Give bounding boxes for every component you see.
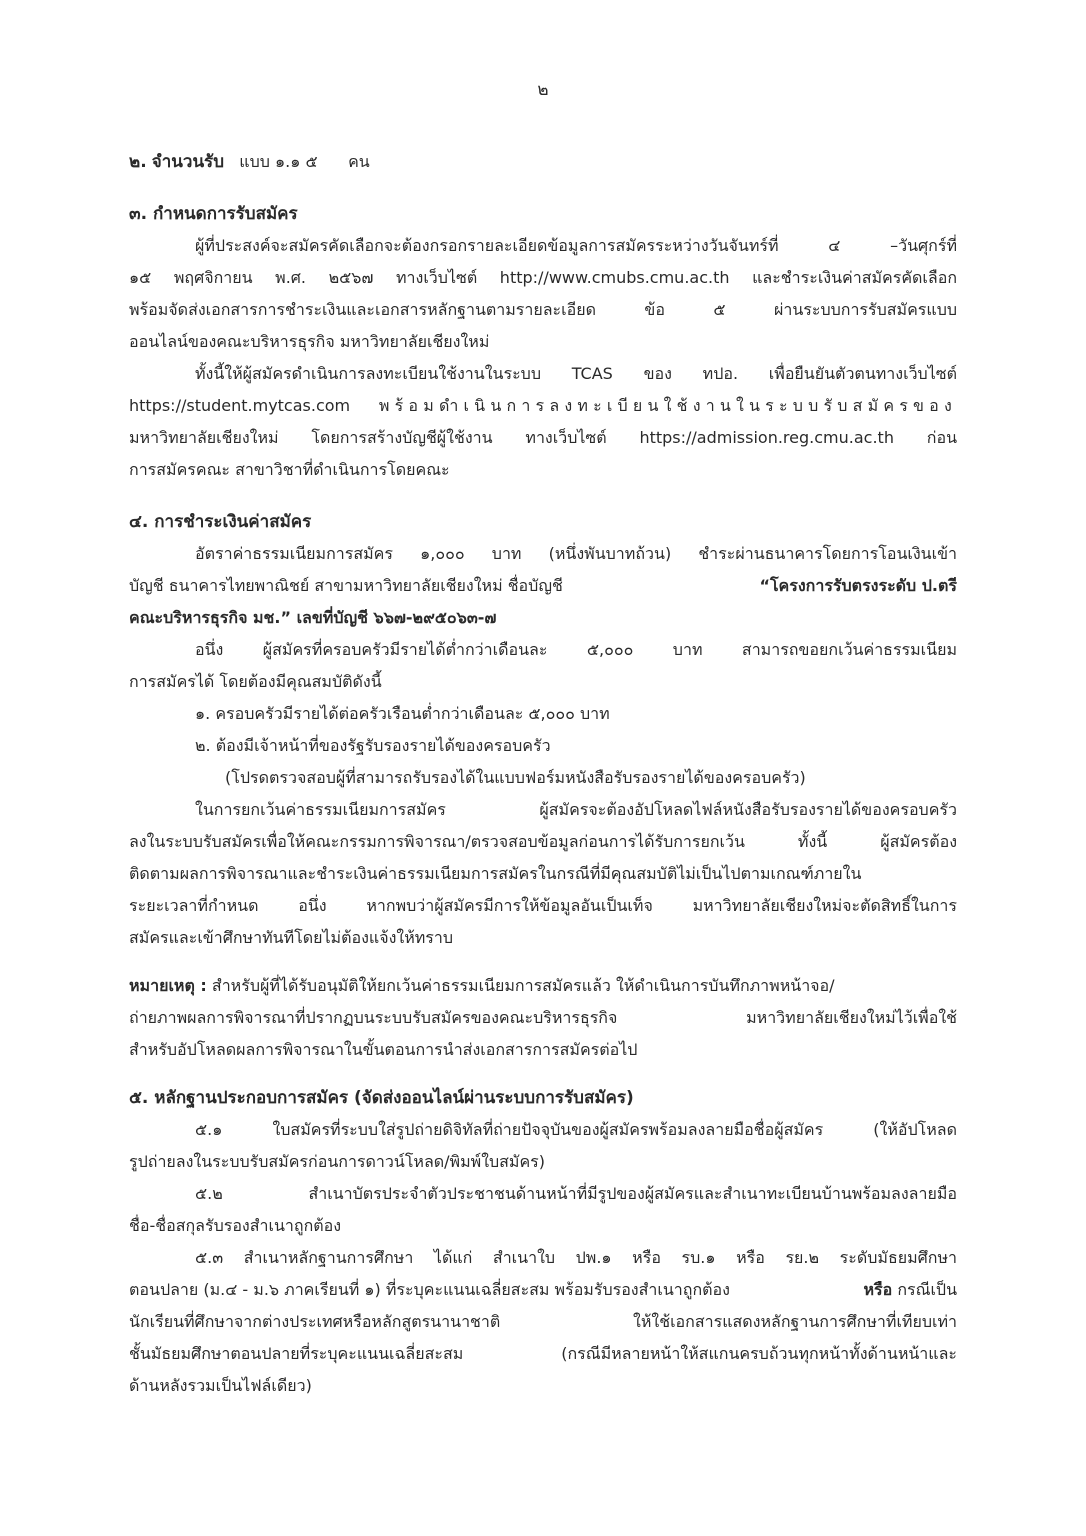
section-5-item3-line2-text: ตอนปลาย (ม.๔ - ม.๖ ภาคเรียนที่ ๑) ที่ระบุคะแนนเฉลี่ยสะสม พร้อมรับรองสำเนาถูกต้อง: [129, 1280, 730, 1299]
section-4-para1-line1: อัตราค่าธรรมเนียมการสมัคร ๑,๐๐๐ บาท (หนึ่งพันบาทถ้วน) ชำระผ่านธนาคารโดยการโอนเงินเข้า: [195, 544, 957, 563]
section-3-para1-line4: ออนไลน์ของคณะบริหารธุรกิจ มหาวิทยาลัยเชียงใหม่: [129, 332, 490, 351]
section-4-account-name: “โครงการรับตรงระดับ ป.ตรี: [759, 576, 957, 595]
section-4-para3-line1: ในการยกเว้นค่าธรรมเนียมการสมัคร ผู้สมัครจะต้องอัปโหลดไฟล์หนังสือรับรองรายได้ของครอบครัว: [195, 800, 957, 819]
section-3-para2-line3: มหาวิทยาลัยเชียงใหม่ โดยการสร้างบัญชีผู้ใช้งาน ทางเว็บไซต์ https://admission.reg.cmu.ac.th ก่อน: [129, 428, 957, 447]
section-4-bank-info: บัญชี ธนาคารไทยพาณิชย์ สาขามหาวิทยาลัยเชียงใหม่ ชื่อบัญชี: [129, 576, 563, 595]
section-4-para3-line4: ระยะเวลาที่กำหนด อนึ่ง หากพบว่าผู้สมัครมีการให้ข้อมูลอันเป็นเท็จ มหาวิทยาลัยเชียงใหม่จะตัดสิทธิ์ในการ: [129, 896, 957, 915]
section-4-para2-line1: อนึ่ง ผู้สมัครที่ครอบครัวมีรายได้ต่ำกว่าเดือนละ ๕,๐๐๐ บาท สามารถขอยกเว้นค่าธรรมเนียม: [195, 640, 957, 659]
section-4-list-item-1: ๑. ครอบครัวมีรายได้ต่อครัวเรือนต่ำกว่าเดือนละ ๕,๐๐๐ บาท: [195, 704, 610, 723]
page-number: ๒: [537, 80, 549, 100]
note-line1: [129, 970, 957, 1002]
section-4-list-note: (โปรดตรวจสอบผู้ที่สามารถรับรองได้ในแบบฟอร์มหนังสือรับรองรายได้ของครอบครัว): [225, 768, 806, 787]
section-5-item1-line2: รูปถ่ายลงในระบบรับสมัครก่อนการดาวน์โหลด/พิมพ์ใบสมัคร): [129, 1152, 546, 1171]
section-5-heading: ๕. หลักฐานประกอบการสมัคร (จัดส่งออนไลน์ผ่านระบบการรับสมัคร): [129, 1088, 634, 1108]
section-5-item3-line3: นักเรียนที่ศึกษาจากต่างประเทศหรือหลักสูตรนานาชาติ ให้ใช้เอกสารแสดงหลักฐานการศึกษาที่เทียบเท่า: [129, 1312, 957, 1331]
section-3-para2-line2-text: พร้อมดำเนินการลงทะเบียนใช้งานในระบบรับสมัครของ: [378, 396, 957, 415]
section-4-para3-line2: ลงในระบบรับสมัครเพื่อให้คณะกรรมการพิจารณา/ตรวจสอบข้อมูลก่อนการได้รับการยกเว้น ทั้งนี้ ผู้สมัครต้อง: [129, 832, 957, 851]
section-4-account-number: คณะบริหารธุรกิจ มช.” เลขที่บัญชี ๖๖๗-๒๙๕๐๖๓-๗: [129, 608, 497, 627]
section-3-para2-line1: ทั้งนี้ให้ผู้สมัครดำเนินการลงทะเบียนใช้งานในระบบ TCAS ของ ทปอ. เพื่อยืนยันตัวตนทางเว็บไซต์: [195, 364, 957, 383]
section-3-para1-line2: ๑๕ พฤศจิกายน พ.ศ. ๒๕๖๗ ทางเว็บไซต์ http://www.cmubs.cmu.ac.th และชำระเงินค่าสมัครคัดเลือก: [129, 268, 957, 287]
section-4-para3-line5: สมัครและเข้าศึกษาทันทีโดยไม่ต้องแจ้งให้ทราบ: [129, 928, 454, 947]
section-2-heading: จำนวนรับ: [151, 152, 224, 172]
section-3-para1-line3: พร้อมจัดส่งเอกสารการชำระเงินและเอกสารหลักฐานตามรายละเอียด ข้อ ๕ ผ่านระบบการรับสมัครแบบ: [129, 300, 957, 319]
section-5-item1-line1: ๕.๑ ใบสมัครที่ระบบใส่รูปถ่ายดิจิทัลที่ถ่ายปัจจุบันของผู้สมัครพร้อมลงลายมือชื่อผู้สมัคร (ให้อัปโหลด: [195, 1120, 957, 1139]
section-5-item3-line5: ด้านหลังรวมเป็นไฟล์เดียว): [129, 1376, 312, 1395]
section-3-para1-line1: ผู้ที่ประสงค์จะสมัครคัดเลือกจะต้องกรอกรายละเอียดข้อมูลการสมัครระหว่างวันจันทร์ที่ ๔ –วันศุกร์ที่: [195, 236, 957, 255]
section-4-para2-line2: การสมัครได้ โดยต้องมีคุณสมบัติดังนี้: [129, 672, 382, 691]
section-2-detail: แบบ ๑.๑ ๕: [239, 152, 318, 171]
note-label: หมายเหตุ :: [129, 976, 207, 995]
section-4-heading: ๔. การชำระเงินค่าสมัคร: [129, 512, 312, 532]
section-5-item2-line1: ๕.๒ สำเนาบัตรประจำตัวประชาชนด้านหน้าที่มีรูปของผู้สมัครและสำเนาทะเบียนบ้านพร้อมลงลายมือ: [195, 1184, 957, 1203]
section-3-heading: ๓. กำหนดการรับสมัคร: [129, 204, 298, 224]
section-2-quota: [129, 146, 957, 178]
section-2-unit: คน: [348, 152, 370, 171]
section-4-para3-line3: ติดตามผลการพิจารณาและชำระเงินค่าธรรมเนียมการสมัครในกรณีที่มีคุณสมบัติไม่เป็นไปตามเกณฑ์ภายใน: [129, 864, 862, 883]
section-4-list-item-2: ๒. ต้องมีเจ้าหน้าที่ของรัฐรับรองรายได้ของครอบครัว: [195, 736, 551, 755]
mytcas-link[interactable]: https://student.mytcas.com: [129, 396, 351, 415]
note-line3: สำหรับอัปโหลดผลการพิจารณาในขั้นตอนการนำส่งเอกสารการสมัครต่อไป: [129, 1040, 638, 1059]
section-4-para1-line2: [129, 570, 957, 602]
section-3-para2-line2: [129, 390, 957, 422]
document-body: [129, 146, 957, 1402]
section-5-item3-line2: [129, 1274, 957, 1306]
note-text-1: สำหรับผู้ที่ได้รับอนุมัติให้ยกเว้นค่าธรรมเนียมการสมัครแล้ว ให้ดำเนินการบันทึกภาพหน้าจอ/: [211, 976, 835, 995]
section-5-item3-line4: ชั้นมัธยมศึกษาตอนปลายที่ระบุคะแนนเฉลี่ยสะสม (กรณีมีหลายหน้าให้สแกนครบถ้วนทุกหน้าทั้งด้านหน้าและ: [129, 1344, 957, 1363]
section-5-or-emphasis: หรือ: [863, 1280, 893, 1299]
section-5-item3-line2-tail: กรณีเป็น: [897, 1280, 957, 1299]
note-line2: ถ่ายภาพผลการพิจารณาที่ปรากฏบนระบบรับสมัครของคณะบริหารธุรกิจ มหาวิทยาลัยเชียงใหม่ไว้เพื่อใช้: [129, 1008, 957, 1027]
section-2-number: ๒.: [129, 152, 147, 172]
section-5-item2-line2: ชื่อ-ชื่อสกุลรับรองสำเนาถูกต้อง: [129, 1216, 342, 1235]
section-5-item3-line1: ๕.๓ สำเนาหลักฐานการศึกษา ได้แก่ สำเนาใบ ปพ.๑ หรือ รบ.๑ หรือ รย.๒ ระดับมัธยมศึกษา: [195, 1248, 957, 1267]
section-3-para2-line4: การสมัครคณะ สาขาวิชาที่ดำเนินการโดยคณะ: [129, 460, 450, 479]
